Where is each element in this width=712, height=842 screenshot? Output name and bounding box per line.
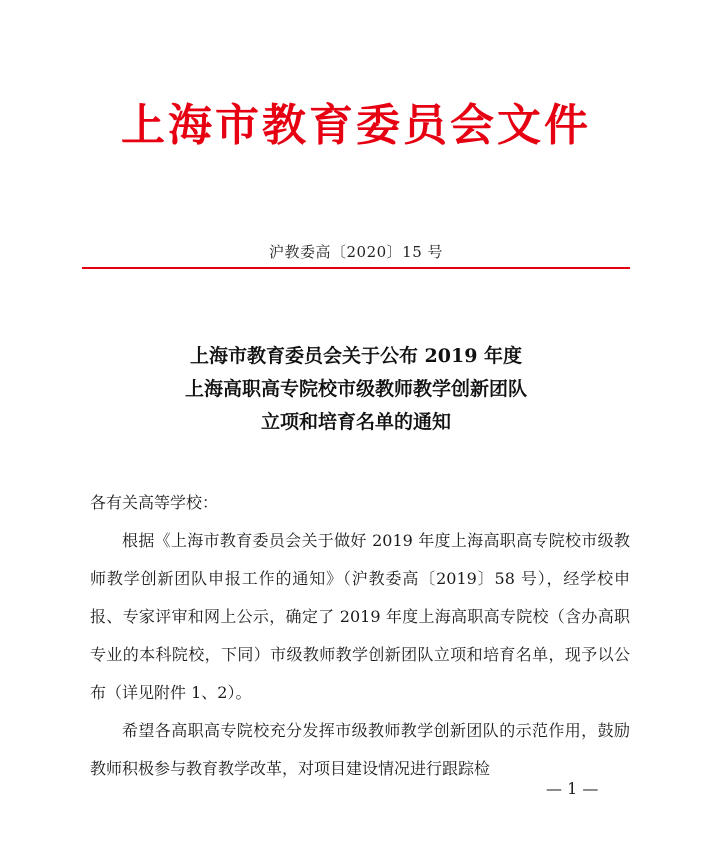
notice-title: [0, 340, 712, 439]
body-paragraph-2: 希望各高职高专院校充分发挥市级教师教学创新团队的示范作用，鼓励教师积极参与教育教学改革，对项目建设情况进行跟踪检: [90, 721, 630, 778]
issuing-authority-title: 上海市教育委员会文件: [121, 100, 591, 151]
notice-body: [90, 484, 630, 788]
red-divider-line: [82, 267, 630, 269]
document-number: 沪教委高〔2020〕15 号: [268, 243, 444, 261]
notice-title-line-2: 上海高职高专院校市级教师教学创新团队: [184, 378, 527, 400]
notice-title-line-1: 上海市教育委员会关于公布 2019 年度: [189, 345, 523, 367]
page-number: — 1 —: [546, 779, 599, 798]
body-paragraph-1: 根据《上海市教育委员会关于做好 2019 年度上海高职高专院校市级教师教学创新团队申报工作的通知》（沪教委高〔2019〕58 号），经学校申报、专家评审和网上公示，确定了 2019 年度上海高职高专院校（含办高职专业的本科院校，下同）市级教师教学创新团队立项和培育名单，现予以公布（详见附件 1、2）。: [90, 531, 630, 702]
notice-title-line-3: 立项和培育名单的通知: [260, 411, 451, 433]
salutation: 各有关高等学校：: [90, 493, 219, 512]
